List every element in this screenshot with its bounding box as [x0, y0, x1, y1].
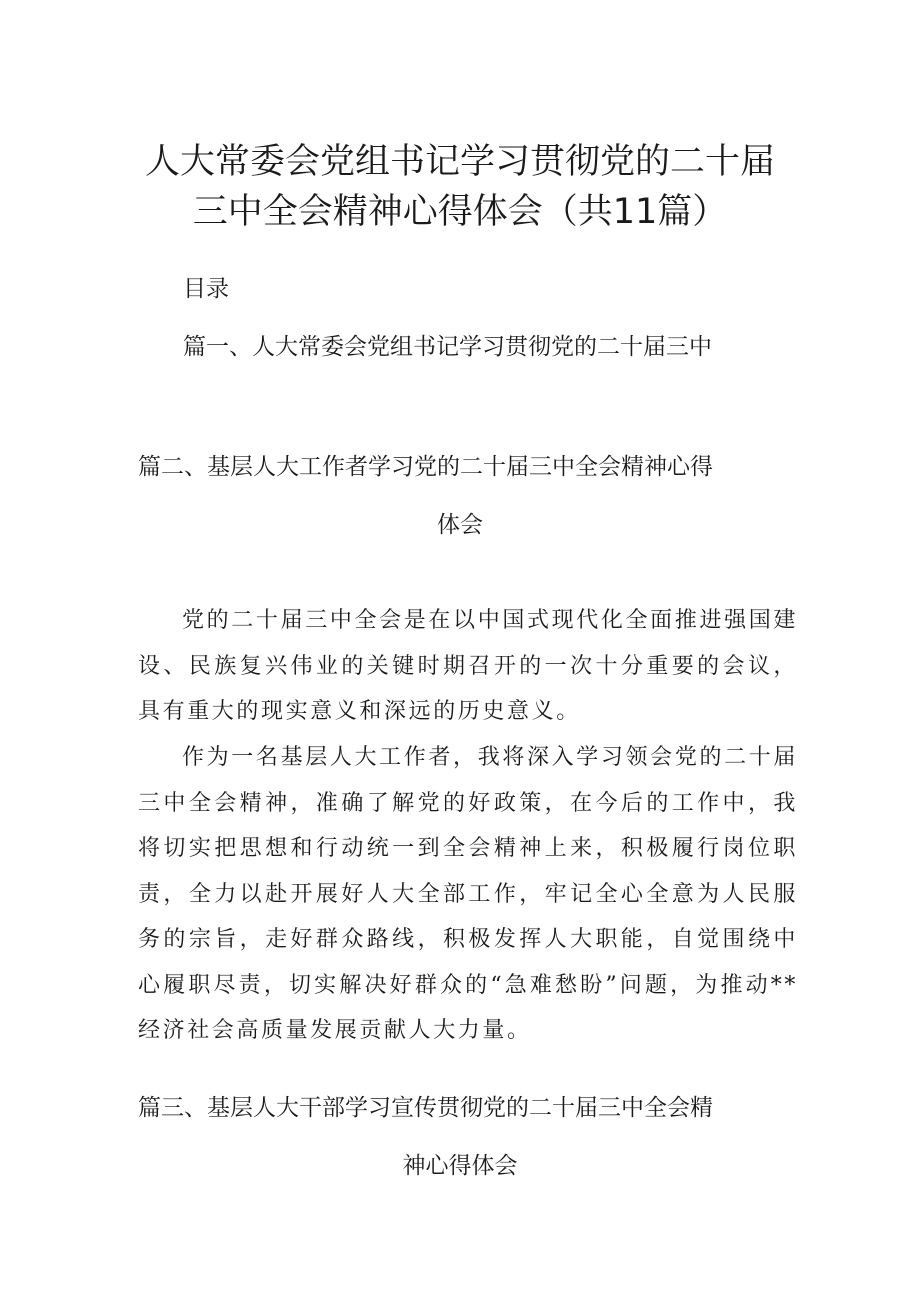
toc-label: 目录 — [183, 276, 229, 302]
section-heading-line-1: 篇二、基层人大工作者学习党的二十届三中全会精神心得 — [138, 454, 713, 480]
section-heading-line-2: 体会 — [437, 512, 483, 538]
section-heading-line-2: 神心得体会 — [402, 1153, 518, 1179]
body-paragraph: 作为一名基层人大工作者，我将深入学习领会党的二十届三中全会精神，准确了解党的好政策，在今后的工作中，我将切实把思想和行动统一到全会精神上来，积极履行岗位职责，全力以赴开展好人大全部工作，牢记全心全意为人民服务的宗旨，走好群众路线，积极发挥人大职能，自觉围绕中心履职尽责，切实解决好群众的“急难愁盼”问题，为推动**经济社会高质量发展贡献人大力量。 — [138, 745, 798, 1043]
document-title-line-2: 三中全会精神心得体会（共11篇） — [192, 192, 728, 232]
document-title-line-1: 人大常委会党组书记学习贯彻党的二十届 — [144, 142, 775, 182]
body-paragraph: 党的二十届三中全会是在以中国式现代化全面推进强国建设、民族复兴伟业的关键时期召开的一次十分重要的会议，具有重大的现实意义和深远的历史意义。 — [138, 608, 798, 724]
section-heading-line-1: 篇三、基层人大干部学习宣传贯彻党的二十届三中全会精 — [138, 1095, 713, 1121]
toc-item: 篇一、人大常委会党组书记学习贯彻党的二十届三中 — [183, 334, 712, 360]
